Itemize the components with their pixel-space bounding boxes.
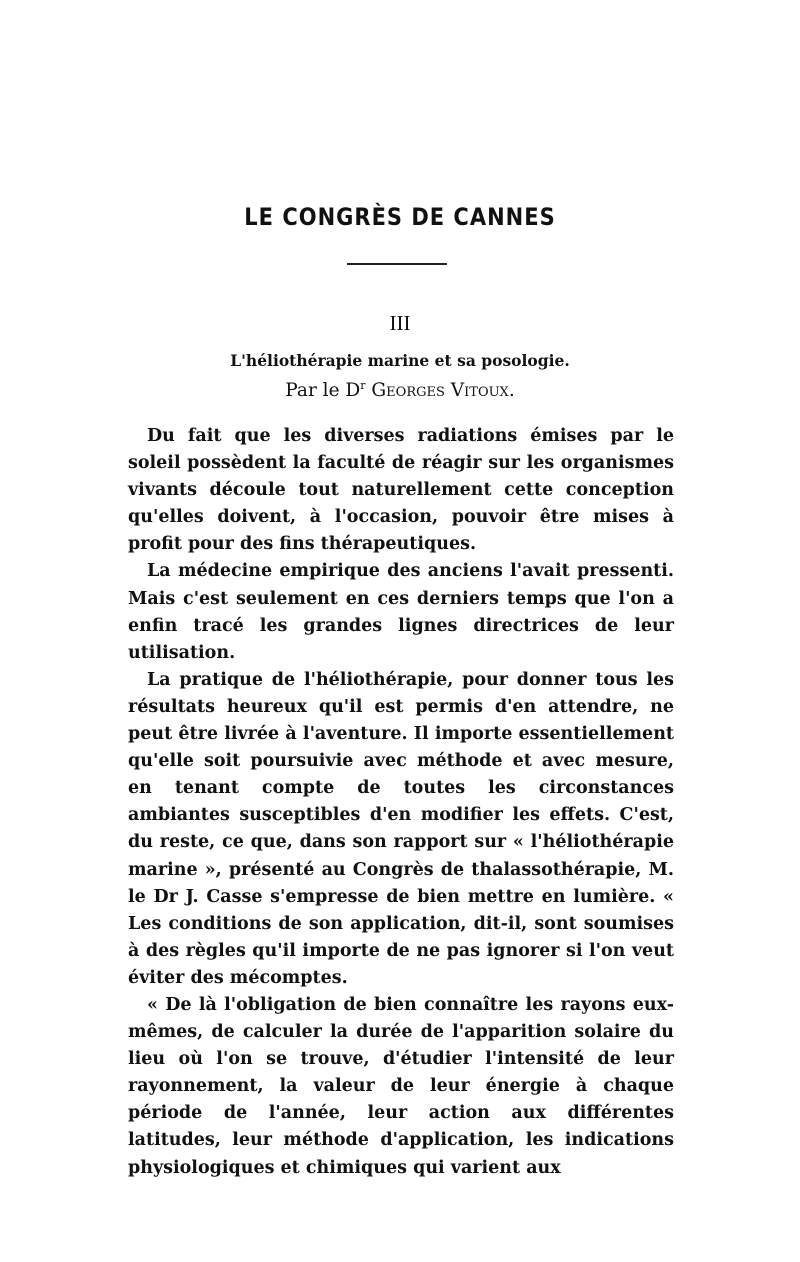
article-title: L'héliothérapie marine et sa posologie. — [230, 351, 570, 370]
paragraph-1: Du fait que les diverses radiations émises par le soleil possèdent la faculté de réagir sur les organismes vivants découle tout naturellement cette conception qu'elles doivent, à l'occasion, pouvoir être mises à profit pour des fins thérapeutiques. — [128, 426, 674, 555]
byline-superscript: r — [360, 379, 366, 392]
title-rule — [347, 263, 447, 265]
section-number: III — [389, 311, 411, 335]
byline — [0, 380, 800, 401]
byline-author: Georges Vitoux. — [371, 380, 515, 401]
body-text — [128, 423, 674, 1182]
running-title: LE CONGRÈS DE CANNES — [244, 203, 556, 231]
paragraph-3: La pratique de l'héliothérapie, pour donner tous les résultats heureux qu'il est permis d'en attendre, ne peut être livrée à l'aventure. Il importe essentiellement qu'elle soit poursuivie avec méthode et avec mesure, en tenant compte de toutes les circonstances ambiantes susceptibles d'en modifier les effets. C'est, du reste, ce que, dans son rapport sur « l'héliothérapie marine », présenté au Congrès de thalassothérapie, M. le Dr J. Casse s'empresse de bien mettre en lumière. « Les conditions de son application, dit-il, sont soumises à des règles qu'il importe de ne pas ignorer si l'on veut éviter des mécomptes. — [128, 669, 674, 988]
byline-prefix: Par le D — [285, 380, 361, 401]
paragraph-4: « De là l'obligation de bien connaître les rayons eux-mêmes, de calculer la durée de l'apparition solaire du lieu où l'on se trouve, d'étudier l'intensité de leur rayonnement, la valeur de leur énergie à chaque période de l'année, leur action aux différentes latitudes, leur méthode d'application, les indications physiologiques et chimiques qui varient aux — [128, 994, 674, 1178]
paragraph-2: La médecine empirique des anciens l'avait pressenti. Mais c'est seulement en ces derniers temps que l'on a enfin tracé les grandes lignes directrices de leur utilisation. — [128, 561, 674, 663]
